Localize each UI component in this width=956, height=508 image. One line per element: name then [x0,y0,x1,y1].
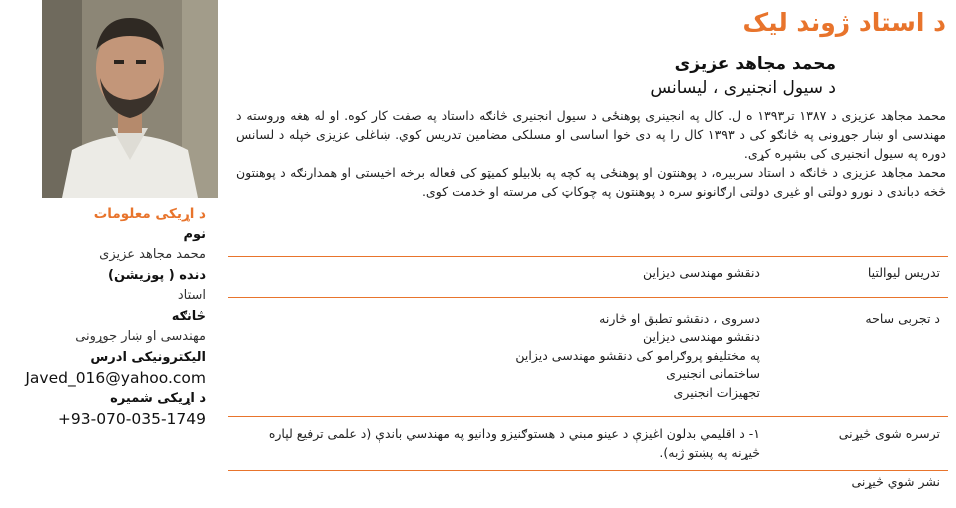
field-value: مهندسی او ښار جوړونی [75,329,206,344]
contact-email-field [0,348,206,389]
value-line: دنقشو مهندسی دیزاین [642,329,760,344]
table-row [228,471,948,492]
contact-name-field [0,225,206,266]
person-portrait-icon [42,0,218,198]
details-table [228,256,948,492]
value-line: دسروی ، دنقشو تطبق او څارنه [599,310,760,326]
value-line: په مختلیفو پروګرامو کی دنقشو مهندسی دیزاین [515,347,760,363]
row-header: تدریس لیوالتیا [867,265,940,280]
field-label: دنده ( پوزیشن) [108,267,206,283]
person-name: محمد مجاهد عزیزی [674,54,836,74]
contact-heading: د اړیکی معلومات [93,206,206,222]
field-label: الیکترونیکی ادرس [90,349,206,365]
email-link[interactable]: Javed_016@yahoo.com [25,369,206,387]
row-header: ترسره شوی څیړنی [838,426,940,441]
row-value [228,297,790,417]
value-line: ساختمانی انجنیری [666,366,760,381]
degree-line: د سیول انجنیری ، لیسانس [650,78,836,98]
contact-info [0,204,206,430]
row-header: نشر شوي څیړنی [851,474,940,489]
field-label: څانګه [171,308,206,324]
bio-paragraph-2: محمد مجاهد عزیزی د څانګه د استاد سربیره، د پوهنتون او پوهنځی په کچه په بلابیلو کمیټو کی فعاله برخه اخیستی او همدارنګه د پوهنتون څخه دباندی د نورو دولتی او غیری دولتی ارګانونو سره د پوهنتون په چوکاټ کی مرسته او خدمت کوی. [236,165,946,199]
contact-phone-field [0,389,206,430]
table-row [228,417,948,471]
row-header: د تجربی ساحه [865,310,940,326]
value-line: تجهیزات انجنیری [673,384,760,400]
row-value [228,257,790,298]
contact-position-field [0,266,206,307]
field-label: د اړیکی شمیره [110,390,206,406]
row-value [228,417,790,471]
field-value: محمد مجاهد عزیزی [99,247,206,262]
contact-department-field [0,307,206,348]
bio-paragraph-1: محمد مجاهد عزیزی د ۱۳۸۷ تر۱۳۹۳ ه ل. کال په انجینری پوهنځی د سیول انجنیری څانګه داستاد په صفت کار کوه. او له هغه وروسته د مهندسی او ښار جوړونی په څانګو کی د ۱۳۹۳ کال را په دی خوا اساسی او مسلکی مضامین تدریس کوي. ښاغلی عزیزی خپله د لسانس دوره په سیول انجنیری کی بشپره کړی. [236,108,947,161]
field-value: استاد [177,288,206,303]
biography [236,106,946,201]
row-value [228,471,790,492]
table-row [228,297,948,417]
value-line: دنقشو مهندسی دیزاین [642,265,760,280]
page-title: د استاد ژوند لیک [742,8,946,37]
profile-photo [42,0,218,198]
field-label: نوم [183,226,206,242]
table-row [228,257,948,298]
value-line: ۱- د اقلیمي بدلون اغيزې د عینو مبني د هستوګنیزو ودانیو په مهندسي باندې (د علمی ترفیع لپاره څیړنه په پښتو ژبه). [268,426,760,460]
phone-number: +93-070-035-1749 [57,410,206,428]
